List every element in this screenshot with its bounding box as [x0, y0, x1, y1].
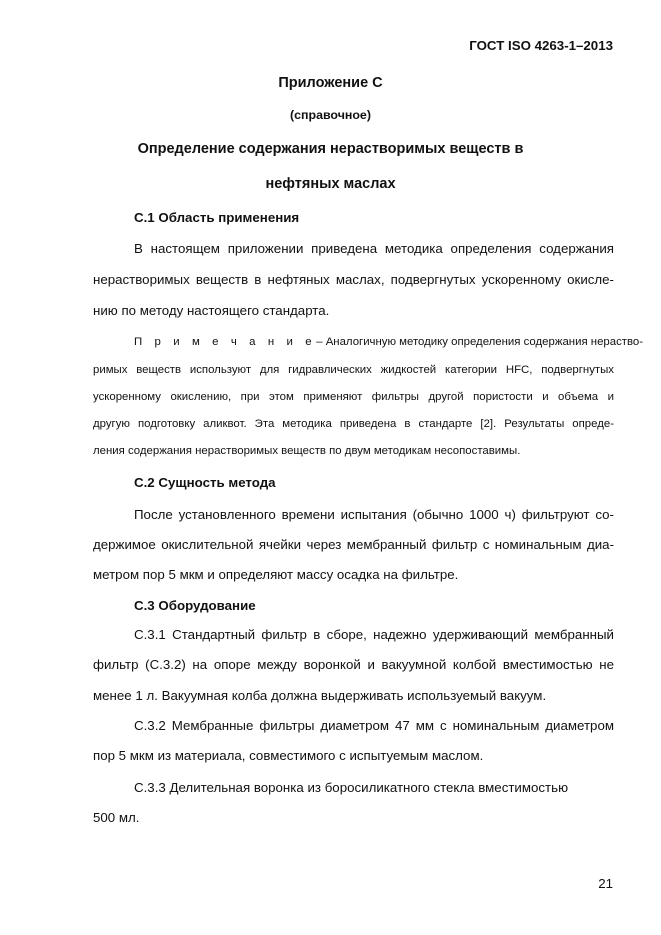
section-heading-c1: С.1 Область применения: [134, 210, 300, 225]
note-line: ускоренному окислению, при этом применяют фильтры другой пористости и объема и: [93, 391, 614, 403]
paragraph-line: С.3.1 Стандартный фильтр в сборе, надежно удерживающий мембранный: [134, 627, 614, 642]
paragraph-line: После установленного времени испытания (обычно 1000 ч) фильтруют со-: [134, 507, 614, 522]
annex-heading-line-2: нефтяных маслах: [265, 176, 396, 192]
note-line: другую подготовку аликвот. Эта методика приведена в стандарте [2]. Результаты опреде-: [93, 418, 614, 430]
paragraph-line: метром пор 5 мкм и определяют массу осадка на фильтре.: [93, 567, 459, 582]
annex-title: Приложение С: [278, 75, 383, 91]
page-number: 21: [598, 876, 613, 891]
section-heading-c2: С.2 Сущность метода: [134, 475, 276, 490]
paragraph-line: менее 1 л. Вакуумная колба должна выдерживать используемый вакуум.: [93, 688, 547, 703]
note-first-text: – Аналогичную методику определения содержания нераство-: [316, 336, 644, 348]
paragraph-line: 500 мл.: [93, 810, 140, 825]
document-id: ГОСТ ISO 4263-1–2013: [469, 38, 613, 53]
paragraph-line: фильтр (С.3.2) на опоре между воронкой и вакуумной колбой вместимостью не: [93, 657, 614, 672]
note-label: П р и м е ч а н и е: [134, 336, 317, 348]
note-line: ления содержания нерастворимых веществ по двум методикам несопоставимы.: [93, 445, 521, 457]
paragraph-line: держимое окислительной ячейки через мембранный фильтр с номинальным диа-: [93, 537, 614, 552]
paragraph-line: нию по методу настоящего стандарта.: [93, 303, 330, 318]
paragraph-line: В настоящем приложении приведена методика определения содержания: [134, 241, 614, 256]
paragraph-line: С.3.3 Делительная воронка из боросиликатного стекла вместимостью: [134, 780, 569, 795]
note-line: римых веществ используют для гидравлических жидкостей категории HFC, подвергнутых: [93, 364, 614, 376]
annex-heading-line-1: Определение содержания нерастворимых веществ в: [137, 141, 524, 157]
paragraph-line: нерастворимых веществ в нефтяных маслах, подвергнутых ускоренному окисле-: [93, 272, 614, 287]
section-heading-c3: С.3 Оборудование: [134, 598, 256, 613]
note-first-line: [134, 336, 644, 348]
annex-status: (справочное): [290, 108, 371, 122]
paragraph-line: С.3.2 Мембранные фильтры диаметром 47 мм с номинальным диаметром: [134, 718, 614, 733]
paragraph-line: пор 5 мкм из материала, совместимого с испытуемым маслом.: [93, 748, 484, 763]
